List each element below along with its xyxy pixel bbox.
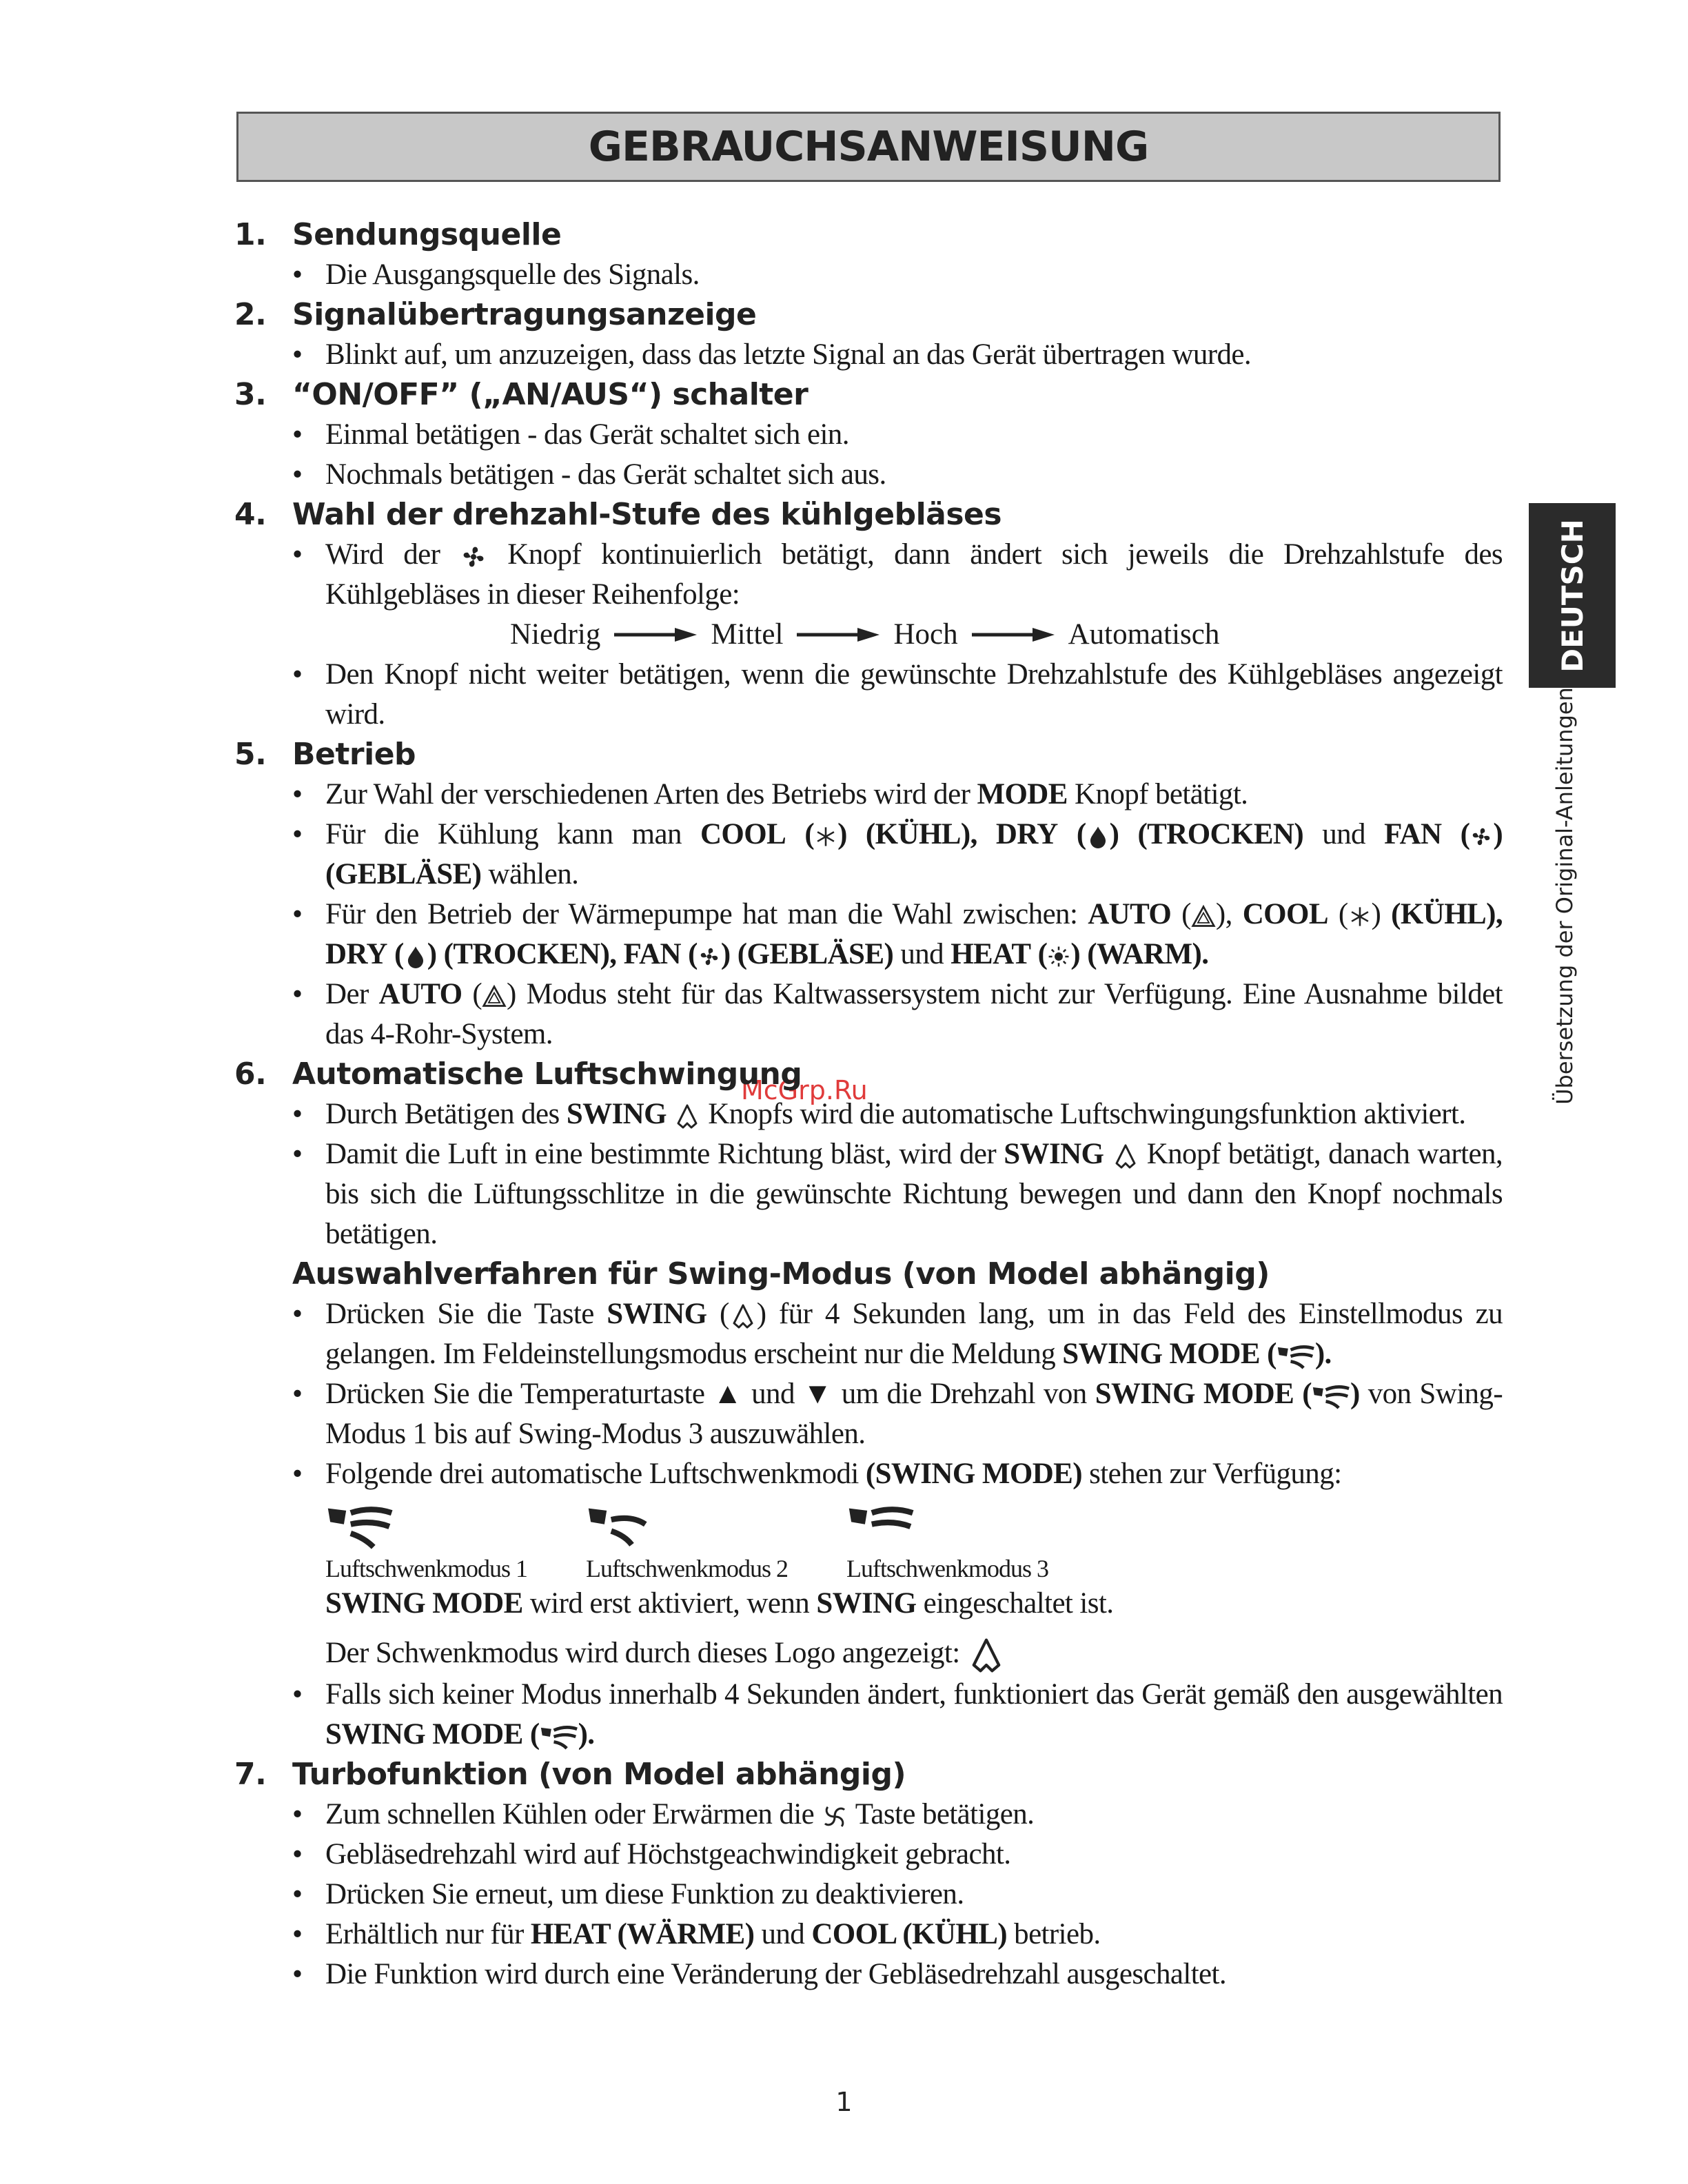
text: (KÜHL), bbox=[1391, 898, 1503, 930]
watermark: McGrp.Ru bbox=[741, 1075, 868, 1105]
bullet: • Drücken Sie die Taste SWING ( ) für 4 Sekunden lang, um in das Feld des Einstellmodus zu gelangen. Im Feldeinstellungsmodus erscheint nur die Meldung SWING MODE ( ). bbox=[325, 1294, 1503, 1374]
text: Knopf betätigt. bbox=[1074, 778, 1248, 810]
bullet: • Den Knopf nicht weiter betätigen, wenn die gewünschte Drehzahlstufe des Kühlgebläses angezeigt wird. bbox=[325, 655, 1503, 735]
speed-medium: Mittel bbox=[711, 618, 784, 651]
mode-label: Luftschwenkmodus 1 bbox=[325, 1555, 527, 1582]
text: (TROCKEN) bbox=[1137, 818, 1304, 850]
swing-mode-label: SWING MODE bbox=[1062, 1338, 1260, 1370]
section-number: 2. bbox=[234, 297, 267, 332]
text: Zur Wahl der verschiedenen Arten des Betriebs wird der bbox=[325, 778, 970, 810]
section-title: “ON/OFF” („AN/AUS“) schalter bbox=[292, 377, 809, 412]
swing-mode-3 bbox=[846, 1504, 1107, 1584]
text: und bbox=[751, 1378, 795, 1410]
text: Der bbox=[325, 978, 369, 1010]
text: Für den Betrieb der Wärmepumpe hat man die Wahl zwischen: bbox=[325, 898, 1078, 930]
section-6 bbox=[234, 1054, 1503, 1755]
bullet bbox=[325, 1454, 1503, 1494]
up-triangle-icon: ▲ bbox=[713, 1378, 744, 1410]
text: Drücken Sie die Taste bbox=[325, 1298, 594, 1330]
section-title: Betrieb bbox=[292, 737, 416, 772]
section-heading bbox=[234, 375, 1503, 415]
text: Erhältlich nur für bbox=[325, 1918, 524, 1951]
side-note bbox=[1551, 687, 1578, 1105]
text: um die Drehzahl von bbox=[841, 1378, 1087, 1410]
heat-label: HEAT (WÄRME) bbox=[530, 1918, 755, 1951]
text: Knopf betätigt, danach warten, bis sich die Lüftungsschlitze in die gewünschte Richtung bewegen und dann den Knopf nochmals betätigen. bbox=[325, 1138, 1503, 1250]
swing-label: SWING bbox=[566, 1098, 667, 1130]
section-number: 5. bbox=[234, 737, 267, 772]
bullet: • Die Funktion wird durch eine Veränderung der Gebläsedrehzahl ausgeschaltet. bbox=[325, 1955, 1503, 1994]
swing-mode-label: SWING MODE bbox=[1095, 1378, 1294, 1410]
section-heading bbox=[234, 215, 1503, 255]
bullet bbox=[325, 1795, 1503, 1835]
text: Knopf kontinuierlich betätigt, dann ändert sich jeweils die Drehzahlstufe des Kühlgebläses in dieser Reihenfolge: bbox=[325, 538, 1503, 611]
section-number: 3. bbox=[234, 377, 267, 412]
text: Folgende drei automatische Luftschwenkmodi bbox=[325, 1458, 859, 1490]
section-heading bbox=[234, 1755, 1503, 1795]
text: (WARM). bbox=[1087, 938, 1209, 970]
text: betrieb. bbox=[1014, 1918, 1101, 1951]
swing-icon bbox=[673, 1103, 701, 1130]
bullet: • Die Ausgangsquelle des Signals. bbox=[325, 255, 1503, 295]
section-4 bbox=[234, 495, 1503, 735]
fan-icon bbox=[698, 945, 721, 968]
swing-logo-icon bbox=[967, 1636, 1006, 1675]
text: Damit die Luft in eine bestimmte Richtung bläst, wird der bbox=[325, 1138, 997, 1170]
section-heading bbox=[234, 735, 1503, 775]
dry-label: DRY bbox=[995, 818, 1058, 850]
section-heading bbox=[234, 1054, 1503, 1094]
text: wird erst aktiviert, wenn bbox=[529, 1587, 810, 1620]
sun-icon bbox=[1047, 945, 1070, 968]
section-heading bbox=[234, 295, 1503, 335]
swing-mode-1-icon bbox=[325, 1504, 394, 1549]
bullet bbox=[325, 1134, 1503, 1254]
drop-icon bbox=[404, 945, 427, 968]
bullet: • Blinkt auf, um anzuzeigen, dass das letzte Signal an das Gerät übertragen wurde. bbox=[325, 335, 1503, 375]
snowflake-icon bbox=[814, 825, 837, 848]
auto-label: AUTO bbox=[1088, 898, 1172, 930]
text: Modus steht für das Kaltwassersystem nicht zur Verfügung. Eine Ausnahme bildet das 4-Rohr-System. bbox=[325, 978, 1503, 1050]
section-heading bbox=[234, 495, 1503, 535]
subheading: Auswahlverfahren für Swing-Modus (von Model abhängig) bbox=[292, 1256, 1270, 1292]
swing-mode-1 bbox=[325, 1504, 586, 1584]
text: Drücken Sie die Temperaturtaste bbox=[325, 1378, 705, 1410]
bullet: • Der AUTO ( ) Modus steht für das Kaltwassersystem nicht zur Verfügung. Eine Ausnahme bildet das 4-Rohr-System. bbox=[325, 974, 1503, 1054]
page-number: 1 bbox=[835, 2087, 853, 2117]
swing-mode-2-icon bbox=[586, 1504, 655, 1549]
speed-high: Hoch bbox=[893, 618, 958, 651]
swing-label: SWING bbox=[816, 1587, 917, 1620]
side-note-text: Übersetzung der Original-Anleitungen bbox=[1552, 687, 1578, 1105]
language-label: DEUTSCH bbox=[1555, 518, 1589, 673]
swing-label: SWING bbox=[607, 1298, 707, 1330]
title-banner bbox=[236, 112, 1501, 182]
page-title: GEBRAUCHSANWEISUNG bbox=[588, 123, 1149, 171]
fan-icon bbox=[460, 543, 487, 571]
section-number: 6. bbox=[234, 1057, 267, 1092]
section-number: 1. bbox=[234, 217, 267, 252]
arrow-right-icon bbox=[972, 628, 1055, 642]
swing-icon bbox=[1112, 1143, 1139, 1170]
turbo-icon bbox=[821, 1803, 848, 1830]
mode-label: Luftschwenkmodus 2 bbox=[586, 1555, 788, 1582]
section-title: Wahl der drehzahl-Stufe des kühlgebläses bbox=[292, 497, 1002, 532]
swing-mode-label: SWING MODE bbox=[325, 1587, 523, 1620]
bullet: • Drücken Sie die Temperaturtaste ▲ und ▼ um die Drehzahl von SWING MODE ( ) von Swing-Modus 1 bis auf Swing-Modus 3 auszuwählen. bbox=[325, 1374, 1503, 1454]
text: und bbox=[761, 1918, 805, 1951]
section-3 bbox=[234, 375, 1503, 495]
cool-label: COOL bbox=[700, 818, 786, 850]
bullet: • Gebläsedrehzahl wird auf Höchstgeachwindigkeit gebracht. bbox=[325, 1835, 1503, 1875]
swing-mode-icon bbox=[1312, 1383, 1350, 1409]
section-title: Automatische Luftschwingung bbox=[292, 1057, 802, 1092]
bullet bbox=[325, 1915, 1503, 1955]
text: Der Schwenkmodus wird durch dieses Logo angezeigt: bbox=[325, 1637, 960, 1669]
swing-mode-icon bbox=[1277, 1343, 1315, 1369]
text: Für die Kühlung kann man bbox=[325, 818, 682, 850]
text: für 4 Sekunden lang, um in das Feld des Einstellmodus zu gelangen. Im Feldeinstellungsmodus erscheint nur die Meldung bbox=[325, 1298, 1503, 1370]
arrow-right-icon bbox=[797, 628, 879, 642]
section-title: Sendungsquelle bbox=[292, 217, 562, 252]
bullet: • Einmal betätigen - das Gerät schaltet sich ein. bbox=[325, 415, 1503, 455]
text: eingeschaltet ist. bbox=[923, 1587, 1114, 1620]
snowflake-icon bbox=[1348, 905, 1372, 928]
mode-label: Luftschwenkmodus 3 bbox=[846, 1555, 1048, 1582]
speed-auto: Automatisch bbox=[1068, 618, 1220, 651]
text: Zum schnellen Kühlen oder Erwärmen die bbox=[325, 1798, 815, 1831]
section-number: 4. bbox=[234, 497, 267, 532]
swing-mode-2 bbox=[586, 1504, 846, 1584]
bullet: • Drücken Sie erneut, um diese Funktion zu deaktivieren. bbox=[325, 1875, 1503, 1915]
heat-label: HEAT bbox=[950, 938, 1031, 970]
text: Durch Betätigen des bbox=[325, 1098, 560, 1130]
speed-sequence bbox=[234, 615, 1503, 655]
bullet bbox=[325, 535, 1503, 615]
arrow-right-icon bbox=[614, 628, 697, 642]
section-7 bbox=[234, 1755, 1503, 1994]
paragraph bbox=[234, 1633, 1503, 1675]
text: wählen. bbox=[488, 858, 579, 890]
text: und bbox=[1322, 818, 1365, 850]
cool-label: COOL bbox=[1242, 898, 1328, 930]
bullet: • Für die Kühlung kann man COOL ( ) (KÜHL), DRY ( ) (TROCKEN) und FAN ( ) (GEBLÄSE) wählen. bbox=[325, 815, 1503, 895]
bullet bbox=[325, 775, 1503, 815]
text: und bbox=[900, 938, 944, 970]
text: von Swing-Modus 1 bis auf Swing-Modus 3 auszuwählen. bbox=[325, 1378, 1503, 1450]
swing-mode-icon bbox=[540, 1724, 578, 1750]
speed-low: Niedrig bbox=[510, 618, 601, 651]
section-title: Signalübertragungsanzeige bbox=[292, 297, 757, 332]
auto-label: AUTO bbox=[378, 978, 462, 1010]
text: Wird der bbox=[325, 538, 440, 571]
drop-icon bbox=[1086, 825, 1110, 848]
down-triangle-icon: ▼ bbox=[802, 1378, 833, 1410]
fan-icon bbox=[1470, 825, 1493, 848]
text: (GEBLÄSE) bbox=[737, 938, 894, 970]
auto-triangle-icon bbox=[1191, 904, 1216, 929]
paragraph bbox=[234, 1584, 1503, 1624]
section-title: Turbofunktion (von Model abhängig) bbox=[292, 1757, 906, 1793]
fan-label: FAN bbox=[623, 938, 681, 970]
text: (SWING MODE) bbox=[865, 1458, 1082, 1490]
text: (KÜHL), bbox=[865, 818, 977, 850]
fan-label: FAN bbox=[1384, 818, 1442, 850]
bullet: • Für den Betrieb der Wärmepumpe hat man die Wahl zwischen: AUTO ( ), COOL ( ) (KÜHL), DRY ( ) (TROCKEN), FAN ( ) (GEBLÄSE) und HEAT ( ) (WARM). bbox=[325, 895, 1503, 974]
text: Taste betätigen. bbox=[855, 1798, 1035, 1831]
swing-modes bbox=[234, 1504, 1503, 1584]
bullet: • Falls sich keiner Modus innerhalb 4 Sekunden ändert, funktioniert das Gerät gemäß den ausgewählten SWING MODE ( ). bbox=[325, 1675, 1503, 1755]
swing-icon bbox=[729, 1303, 757, 1330]
text: (GEBLÄSE) bbox=[325, 858, 482, 890]
section-5 bbox=[234, 735, 1503, 1054]
text: Falls sich keiner Modus innerhalb 4 Sekunden ändert, funktioniert das Gerät gemäß den ausgewählten bbox=[325, 1678, 1503, 1711]
swing-mode-3-icon bbox=[846, 1504, 915, 1549]
text: (TROCKEN), bbox=[443, 938, 617, 970]
dry-label: DRY bbox=[325, 938, 387, 970]
bullet bbox=[325, 1094, 1503, 1134]
text: stehen zur Verfügung: bbox=[1089, 1458, 1342, 1490]
auto-triangle-icon bbox=[482, 984, 507, 1009]
cool-label: COOL (KÜHL) bbox=[811, 1918, 1008, 1951]
section-2 bbox=[234, 295, 1503, 375]
swing-mode-label: SWING MODE bbox=[325, 1718, 523, 1751]
bullet: • Nochmals betätigen - das Gerät schaltet sich aus. bbox=[325, 455, 1503, 495]
text: Knopfs wird die automatische Luftschwingungsfunktion aktiviert. bbox=[708, 1098, 1466, 1130]
swing-label: SWING bbox=[1004, 1138, 1104, 1170]
section-1 bbox=[234, 215, 1503, 295]
instructions bbox=[234, 215, 1503, 1994]
section-number: 7. bbox=[234, 1757, 267, 1793]
mode-label: MODE bbox=[977, 778, 1068, 810]
language-tab bbox=[1529, 503, 1616, 688]
